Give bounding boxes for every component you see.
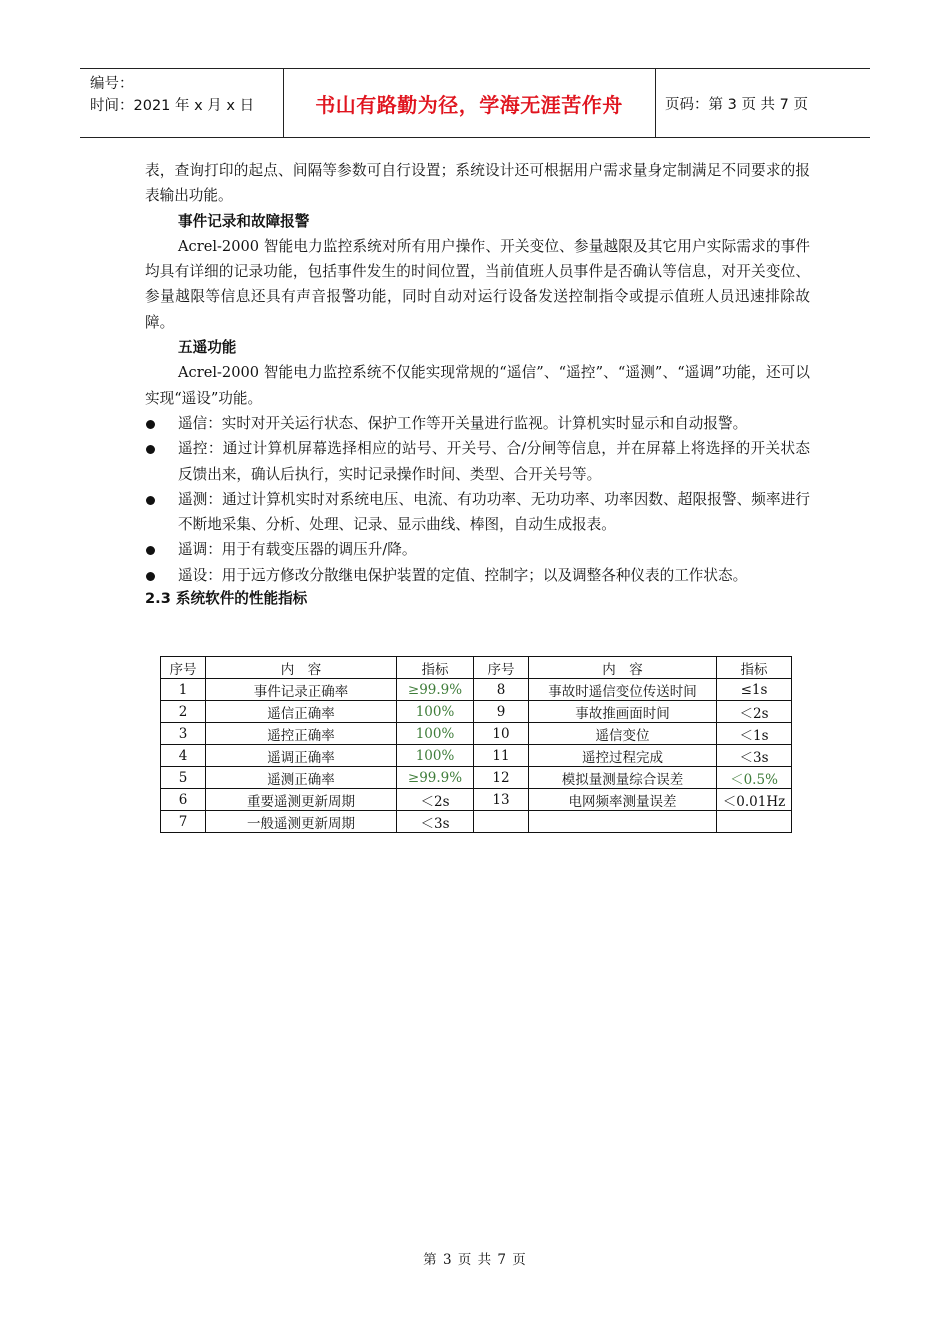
table-row: [161, 701, 792, 723]
table-cell: 2: [161, 701, 206, 723]
table-cell: 重要遥测更新周期: [206, 789, 397, 811]
table-cell: ＜1s: [717, 723, 792, 745]
bullet-icon: [146, 496, 155, 505]
column-header: 内 容: [206, 657, 397, 679]
table-cell: 遥调正确率: [206, 745, 397, 767]
paragraph: 表，查询打印的起点、间隔等参数可自行设置；系统设计还可根据用户需求量身定制满足不同要求的报表输出功能。: [145, 162, 810, 205]
table-cell: 7: [161, 811, 206, 833]
number-label: 编号：: [90, 76, 134, 92]
table-cell: ＜2s: [397, 789, 474, 811]
table-cell: 遥信正确率: [206, 701, 397, 723]
table-row: [161, 745, 792, 767]
bullet-icon: [146, 546, 155, 555]
table-cell: [717, 811, 792, 833]
table-cell: ＜3s: [397, 811, 474, 833]
table-cell: 3: [161, 723, 206, 745]
table-cell: 10: [474, 723, 529, 745]
table-cell: ≥99.9%: [397, 767, 474, 789]
table-cell: 8: [474, 679, 529, 701]
bullet-item: [145, 411, 810, 436]
header-divider: [655, 69, 656, 137]
table-cell: 遥控过程完成: [529, 745, 717, 767]
table-cell: 事件记录正确率: [206, 679, 397, 701]
table-row: [161, 723, 792, 745]
table-cell: 遥测正确率: [206, 767, 397, 789]
table-cell: ＜3s: [717, 745, 792, 767]
document-body: [145, 158, 810, 610]
table-cell: 100%: [397, 701, 474, 723]
column-header: 序号: [474, 657, 529, 679]
table-cell: ＜0.5%: [717, 767, 792, 789]
bullet-text: 遥信：实时对开关运行状态、保护工作等开关量进行监视。计算机实时显示和自动报警。: [178, 414, 748, 432]
table-cell: ＜2s: [717, 701, 792, 723]
subheading-five-remote: 五遥功能: [178, 339, 237, 357]
table-cell: 13: [474, 789, 529, 811]
table-cell: [474, 811, 529, 833]
bullet-item: [145, 436, 810, 487]
table-row: [161, 679, 792, 701]
bullet-icon: [146, 572, 155, 581]
bullet-item: [145, 537, 810, 562]
header-motto: 书山有路勤为径，学海无涯苦作舟: [315, 93, 623, 117]
bullet-text: 遥测：通过计算机实时对系统电压、电流、有功功率、无功功率、功率因数、超限报警、频率进行不断地采集、分析、处理、记录、显示曲线、棒图，自动生成报表。: [178, 490, 810, 534]
table-cell: ≤1s: [717, 679, 792, 701]
table-cell: [529, 811, 717, 833]
page-footer: 第 3 页 共 7 页: [423, 1252, 527, 1268]
bullet-text: 遥调：用于有载变压器的调压升/降。: [178, 541, 417, 559]
paragraph: Acrel-2000 智能电力监控系统对所有用户操作、开关变位、参量越限及其它用户实际需求的事件均具有详细的记录功能，包括事件发生的时间位置，当前值班人员事件是否确认等信息，对开关变位、参量越限等信息还具有声音报警功能，同时自动对运行设备发送控制指令或提示值班人员迅速排除故障。: [145, 237, 810, 331]
table-cell: 5: [161, 767, 206, 789]
performance-table: [160, 656, 792, 833]
section-title: 2.3 系统软件的性能指标: [145, 590, 308, 608]
table-cell: 4: [161, 745, 206, 767]
table-cell: 一般遥测更新周期: [206, 811, 397, 833]
table-row: [161, 811, 792, 833]
table-cell: 1: [161, 679, 206, 701]
table-row: [161, 767, 792, 789]
bullet-icon: [146, 445, 155, 454]
bullet-text: 遥控：通过计算机屏幕选择相应的站号、开关号、合/分闸等信息，并在屏幕上将选择的开关状态反馈出来，确认后执行，实时记录操作时间、类型、合开关号等。: [178, 440, 810, 483]
column-header: 指标: [397, 657, 474, 679]
table-cell: 100%: [397, 723, 474, 745]
column-header: 内 容: [529, 657, 717, 679]
column-header: 序号: [161, 657, 206, 679]
table-cell: 电网频率测量误差: [529, 789, 717, 811]
table-cell: 模拟量测量综合误差: [529, 767, 717, 789]
table-cell: 12: [474, 767, 529, 789]
bullet-icon: [146, 420, 155, 429]
table-cell: 11: [474, 745, 529, 767]
date-line: 时间：2021 年 x 月 x 日: [90, 98, 255, 114]
table-cell: ＜0.01Hz: [717, 789, 792, 811]
table-cell: 9: [474, 701, 529, 723]
column-header: 指标: [717, 657, 792, 679]
table-cell: 遥信变位: [529, 723, 717, 745]
page-header: [80, 68, 870, 138]
bullet-item: [145, 563, 810, 588]
table-cell: 事故时遥信变位传送时间: [529, 679, 717, 701]
subheading-event-log: 事件记录和故障报警: [178, 212, 310, 230]
header-meta: [90, 73, 254, 117]
table-row: [161, 789, 792, 811]
table-cell: 6: [161, 789, 206, 811]
table-cell: 事故推画面时间: [529, 701, 717, 723]
header-page-info: 页码：第 3 页 共 7 页: [665, 97, 808, 113]
table-cell: 遥控正确率: [206, 723, 397, 745]
bullet-item: [145, 487, 810, 538]
table-cell: ≥99.9%: [397, 679, 474, 701]
table-cell: 100%: [397, 745, 474, 767]
paragraph: Acrel-2000 智能电力监控系统不仅能实现常规的“遥信”、“遥控”、“遥测”、“遥调”功能，还可以实现“遥设”功能。: [145, 364, 810, 407]
table-corner-mark: [788, 832, 791, 833]
table-header-row: [161, 657, 792, 679]
bullet-text: 遥设：用于远方修改分散继电保护装置的定值、控制字；以及调整各种仪表的工作状态。: [178, 566, 748, 584]
